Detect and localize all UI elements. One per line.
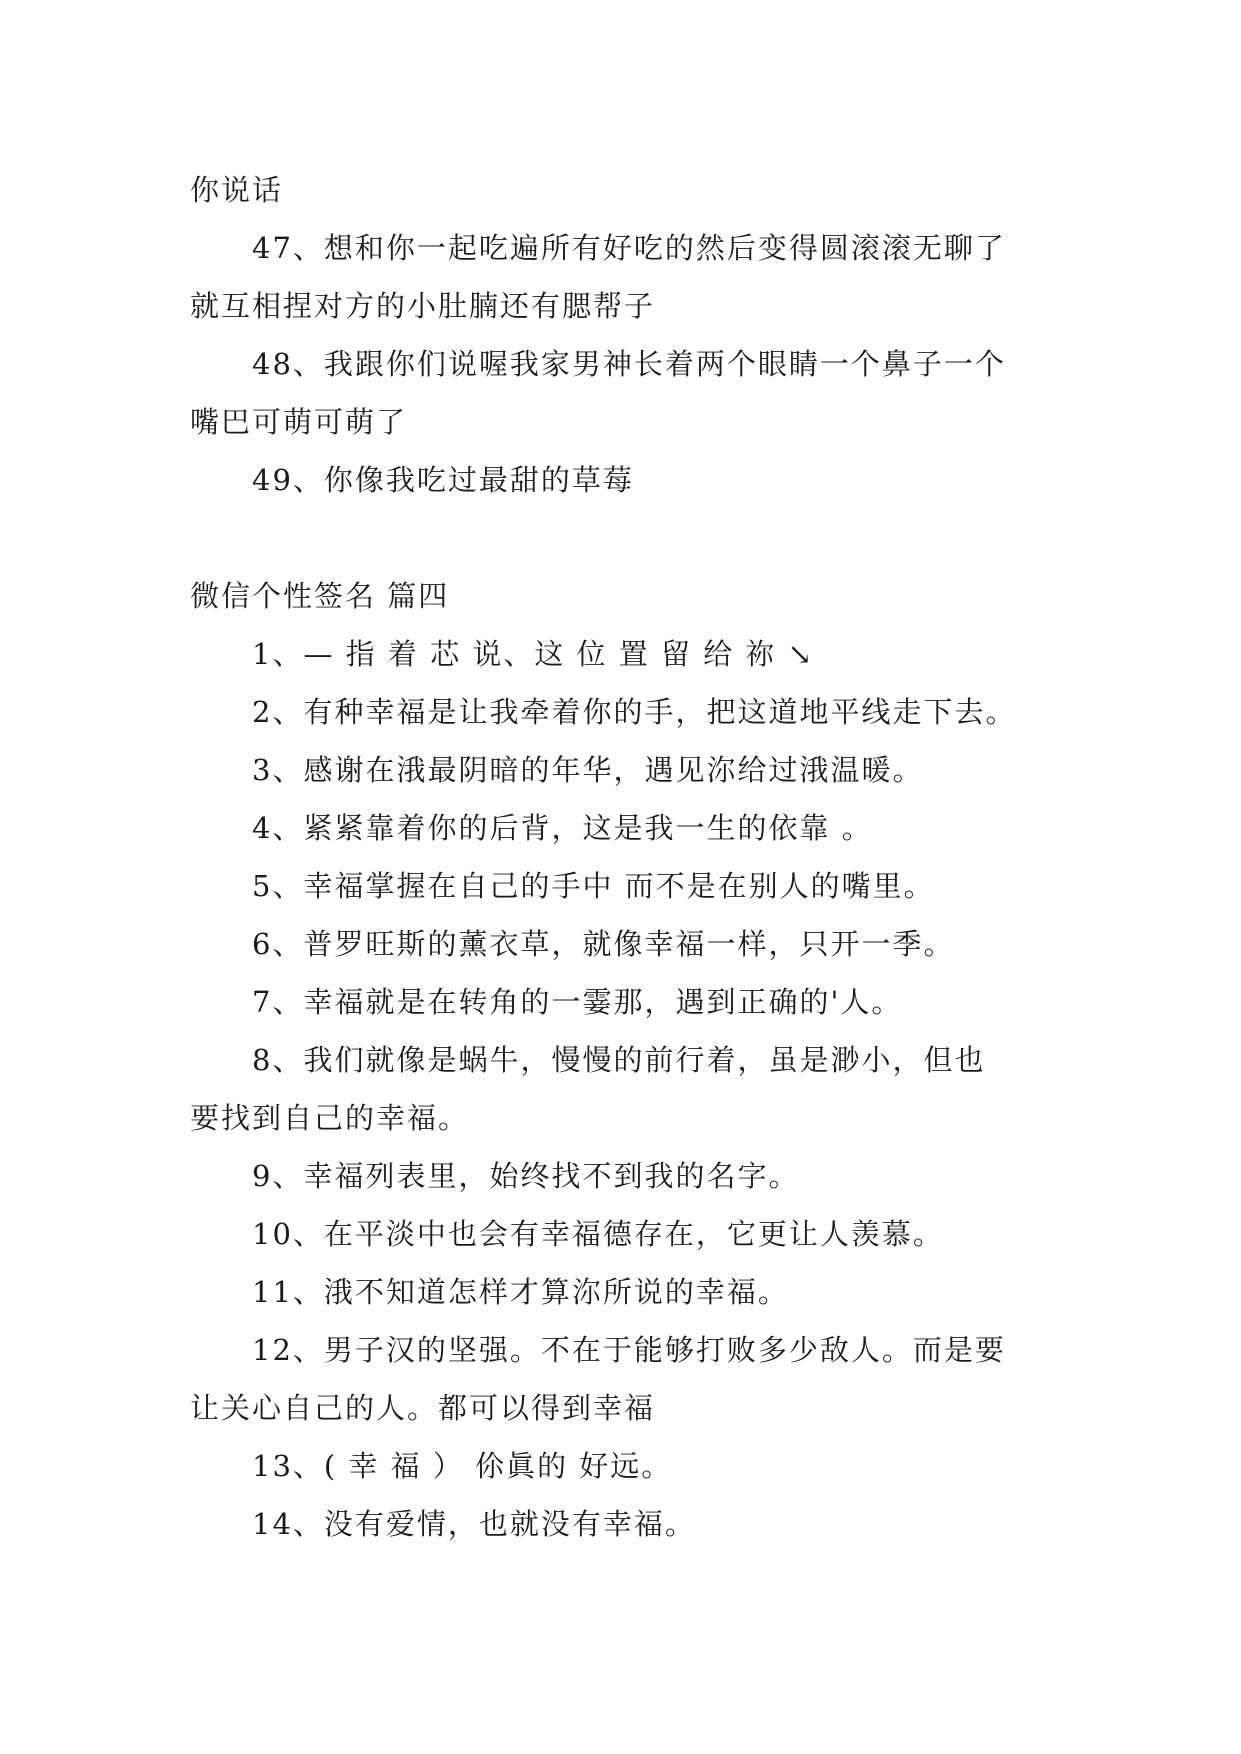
list-item-5: 5、幸福掌握在自己的手中 而不是在别人的嘴里。	[252, 869, 935, 903]
list-item-12: 12、男子汉的坚强。不在于能够打败多少敌人。而是要	[252, 1333, 1006, 1367]
list-item-14: 14、没有爱情，也就没有幸福。	[252, 1507, 696, 1541]
text-line: 你说话	[190, 173, 284, 207]
text-line: 让关心自己的人。都可以得到幸福	[190, 1391, 656, 1425]
text-line: 要找到自己的幸福。	[190, 1101, 470, 1135]
list-item-4: 4、紧紧靠着你的后背，这是我一生的依靠 。	[252, 811, 873, 845]
text-line: 就互相捏对方的小肚腩还有腮帮子	[190, 289, 656, 323]
list-item-9: 9、幸福列表里，始终找不到我的名字。	[252, 1159, 800, 1193]
list-item-1: 1、— 指 着 芯 说、这 位 置 留 给 祢 ↘	[252, 637, 814, 671]
list-item-47: 47、想和你一起吃遍所有好吃的然后变得圆滚滚无聊了	[252, 231, 1006, 265]
list-item-3: 3、感谢在涐最阴暗的年华，遇见沵给过涐温暖。	[252, 753, 924, 787]
list-item-2: 2、有种幸福是让我牵着你的手，把这道地平线走下去。	[252, 695, 1017, 729]
list-item-7: 7、幸福就是在转角的一霎那，遇到正确的'人。	[252, 985, 903, 1019]
section-heading: 微信个性签名 篇四	[190, 579, 450, 613]
list-item-49: 49、你像我吃过最甜的草莓	[252, 463, 634, 497]
list-item-48: 48、我跟你们说喔我家男神长着两个眼睛一个鼻子一个	[252, 347, 1006, 381]
list-item-6: 6、普罗旺斯的薰衣草，就像幸福一样，只开一季。	[252, 927, 955, 961]
text-line: 嘴巴可萌可萌了	[190, 405, 408, 439]
list-item-13: 13、( 幸 福 ） 伱眞的 好远。	[252, 1449, 673, 1483]
list-item-10: 10、在平淡中也会有幸福德存在，它更让人羡慕。	[252, 1217, 944, 1251]
list-item-11: 11、涐不知道怎样才算沵所说的幸福。	[252, 1275, 789, 1309]
list-item-8: 8、我们就像是蜗牛，慢慢的前行着，虽是渺小，但也	[252, 1043, 986, 1077]
